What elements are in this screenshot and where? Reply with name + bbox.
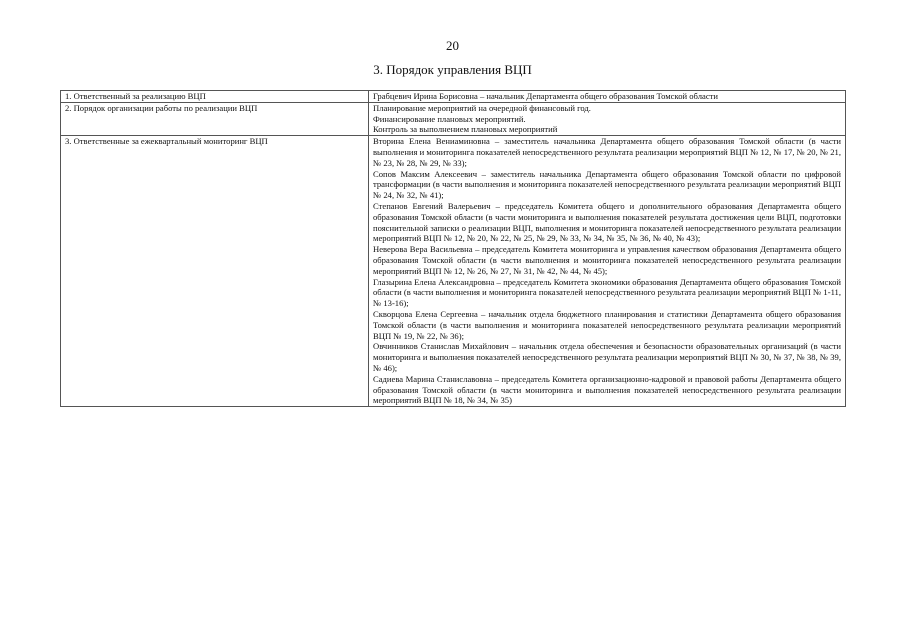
row-label: 1. Ответственный за реализацию ВЦП	[61, 91, 369, 103]
monitoring-responsible: Глазырина Елена Александровна – председатель Комитета экономики образования Департамента общего образования Томской области (в части выполнения и мониторинга показателей непосредственного результата реализации мероприятий ВЦП № 1-11, № 13-16);	[373, 276, 841, 309]
responsible-person: Грабцевич Ирина Борисовна – начальник Департамента общего образования Томской области	[373, 91, 718, 101]
monitoring-responsible: Степанов Евгений Валерьевич – председатель Комитета общего и дополнительного образования Департамента общего образования Томской области (в части мониторинга и выполнения показателей результата достижения цели ВЦП, подготовки пояснительной записки о реализации ВЦП, выполнения и мониторинга показателей непосредственного результата реализации мероприятий ВЦП № 12, № 20, № 22, № 25, № 29, № 33, № 34, № 35, № 36, № 40, № 43);	[373, 200, 841, 244]
monitoring-responsible: Садиева Марина Станиславовна – председатель Комитета организационно-кадровой и правовой работы Департамента общего образования Томской области (в части мониторинга и выполнения показателей непосредственного результата реализации мероприятий ВЦП № 18, № 34, № 35)	[373, 373, 841, 406]
organization-step: Контроль за выполнением плановых мероприятий	[373, 124, 558, 135]
row-content	[369, 91, 846, 103]
table-row	[61, 102, 846, 135]
organization-step: Планирование мероприятий на очередной финансовый год.	[373, 102, 591, 113]
management-table	[60, 90, 846, 407]
monitoring-responsible: Вторина Елена Вениаминовна – заместитель начальника Департамента общего образования Томской области (в части выполнения и мониторинга показателей непосредственного результата реализации мероприятий ВЦП № 12, № 17, № 20, № 21, № 23, № 28, № 29, № 33);	[373, 136, 841, 168]
row-content	[369, 136, 846, 407]
table-row	[61, 136, 846, 407]
row-label: 2. Порядок организации работы по реализации ВЦП	[61, 102, 369, 135]
row-content	[369, 102, 846, 135]
monitoring-responsible: Сопов Максим Алексеевич – заместитель начальника Департамента общего образования Томской области по цифровой трансформации (в части выполнения и мониторинга показателей непосредственного результата реализации мероприятий ВЦП № 24, № 32, № 41);	[373, 168, 841, 201]
monitoring-responsible: Овчинников Станислав Михайлович – начальник отдела обеспечения и безопасности образовательных организаций (в части мониторинга и выполнения показателей непосредственного результата реализации мероприятий ВЦП № 30, № 37, № 38, № 39, № 46);	[373, 341, 841, 373]
page-number: 20	[446, 38, 459, 53]
monitoring-responsible: Неверова Вера Васильевна – председатель Комитета мониторинга и управления качеством образования Департамента общего образования Томской области (в части выполнения и мониторинга показателей непосредственного результата реализации мероприятий ВЦП № 12, № 26, № 27, № 31, № 42, № 44, № 45);	[373, 244, 841, 276]
table-row	[61, 91, 846, 103]
organization-step: Финансирование плановых мероприятий.	[373, 113, 526, 124]
section-title: 3. Порядок управления ВЦП	[373, 62, 532, 77]
monitoring-responsible: Скворцова Елена Сергеевна – начальник отдела бюджетного планирования и статистики Департамента общего образования Томской области (в части выполнения и мониторинга показателей непосредственного результата реализации мероприятий ВЦП № 19, № 22, № 36);	[373, 308, 841, 341]
row-label: 3. Ответственные за ежеквартальный мониторинг ВЦП	[61, 136, 369, 407]
